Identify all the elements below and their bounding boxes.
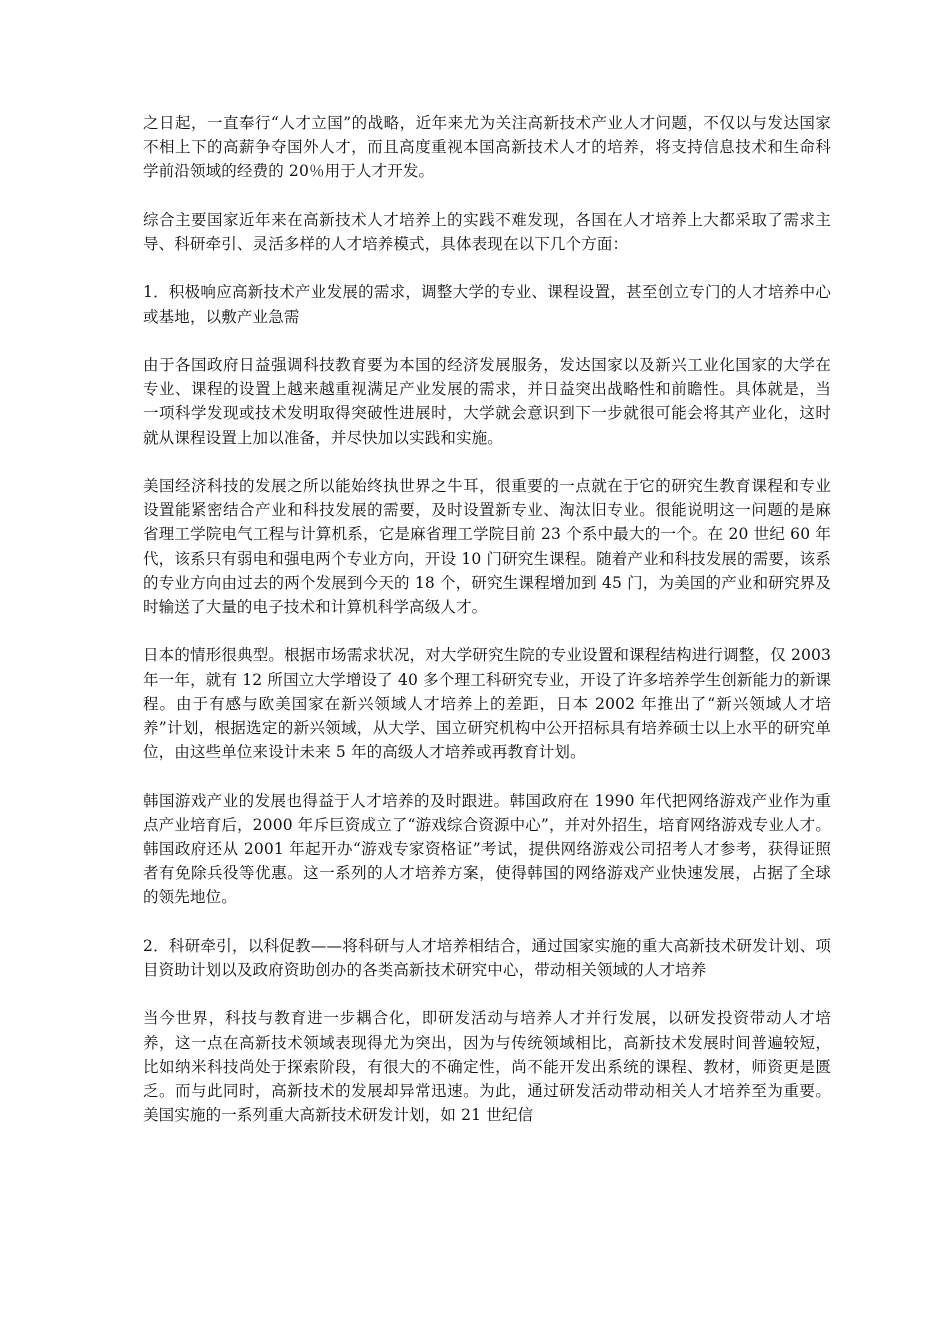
section-heading-2: 2．科研牵引，以科促教——将科研与人才培养相结合，通过国家实施的重大高新技术研发计划、项目资助计划以及政府资助创办的各类高新技术研究中心，带动相关领域的人才培养	[143, 936, 831, 979]
section-heading-1: 1．积极响应高新技术产业发展的需求，调整大学的专业、课程设置，甚至创立专门的人才培养中心或基地，以敷产业急需	[143, 283, 831, 326]
document-body	[143, 111, 831, 1152]
paragraph-talent-nation-strategy: 之日起，一直奉行“人才立国”的战略，近年来尤为关注高新技术产业人才问题，不仅以与发达国家不相上下的高薪争夺国外人才，而且高度重视本国高新技术人才的培养，将支持信息技术和生命科学前沿领域的经费的 20％用于人才开发。	[143, 114, 831, 181]
paragraph-usa-mit: 美国经济科技的发展之所以能始终执世界之牛耳，很重要的一点就在于它的研究生教育课程和专业设置能紧密结合产业和科技发展的需要，及时设置新专业、淘汰旧专业。很能说明这一问题的是麻省理工学院电气工程与计算机系，它是麻省理工学院目前 23 个系中最大的一个。在 20 世纪 60 年代，该系只有弱电和强电两个专业方向，开设 10 门研究生课程。随着产业和科技发展的需要，该系的专业方向由过去的两个发展到今天的 18 个，研究生课程增加到 45 门，为美国的产业和研究界及时输送了大量的电子技术和计算机科学高级人才。	[143, 476, 831, 616]
paragraph-research-education: 当今世界，科技与教育进一步耦合化，即研发活动与培养人才并行发展，以研发投资带动人才培养，这一点在高新技术领域表现得尤为突出，因为与传统领域相比，高新技术发展时间普遍较短，比如纳米科技尚处于探索阶段，有很大的不确定性，尚不能开发出系统的课程、教材，师资更是匮乏。而与此同时，高新技术的发展却异常迅速。为此，通过研发活动带动相关人才培养至为重要。美国实施的一系列重大高新技术研发计划，如 21 世纪信	[143, 1009, 831, 1125]
paragraph-curriculum-demand: 由于各国政府日益强调科技教育要为本国的经济发展服务，发达国家以及新兴工业化国家的大学在专业、课程的设置上越来越重视满足产业发展的需求，并日益突出战略性和前瞻性。具体就是，当一项科学发现或技术发明取得突破性进展时，大学就会意识到下一步就很可能会将其产业化，这时就从课程设置上加以准备，并尽快加以实践和实施。	[143, 355, 831, 447]
paragraph-korea-games: 韩国游戏产业的发展也得益于人才培养的及时跟进。韩国政府在 1990 年代把网络游戏产业作为重点产业培育后，2000 年斥巨资成立了“游戏综合资源中心”，并对外招生，培育网络游戏专业人才。韩国政府还从 2001 年起开办“游戏专家资格证”考试，提供网络游戏公司招考人才参考，获得证照者有免除兵役等优惠。这一系列的人才培养方案，使得韩国的网络游戏产业快速发展，占据了全球的领先地位。	[143, 791, 831, 907]
paragraph-overview: 综合主要国家近年来在高新技术人才培养上的实践不难发现，各国在人才培养上大都采取了需求主导、科研牵引、灵活多样的人才培养模式，具体表现在以下几个方面：	[143, 210, 831, 253]
paragraph-japan: 日本的情形很典型。根据市场需求状况，对大学研究生院的专业设置和课程结构进行调整，仅 2003 年一年，就有 12 所国立大学增设了 40 多个理工科研究专业，开设了许多培养学生创新能力的新课程。由于有感与欧美国家在新兴领域人才培养上的差距，日本 2002 年推出了“新兴领域人才培养”计划，根据选定的新兴领域，从大学、国立研究机构中公开招标具有培养硕士以上水平的研究单位，由这些单位来设计未来 5 年的高级人才培养或再教育计划。	[143, 646, 831, 762]
